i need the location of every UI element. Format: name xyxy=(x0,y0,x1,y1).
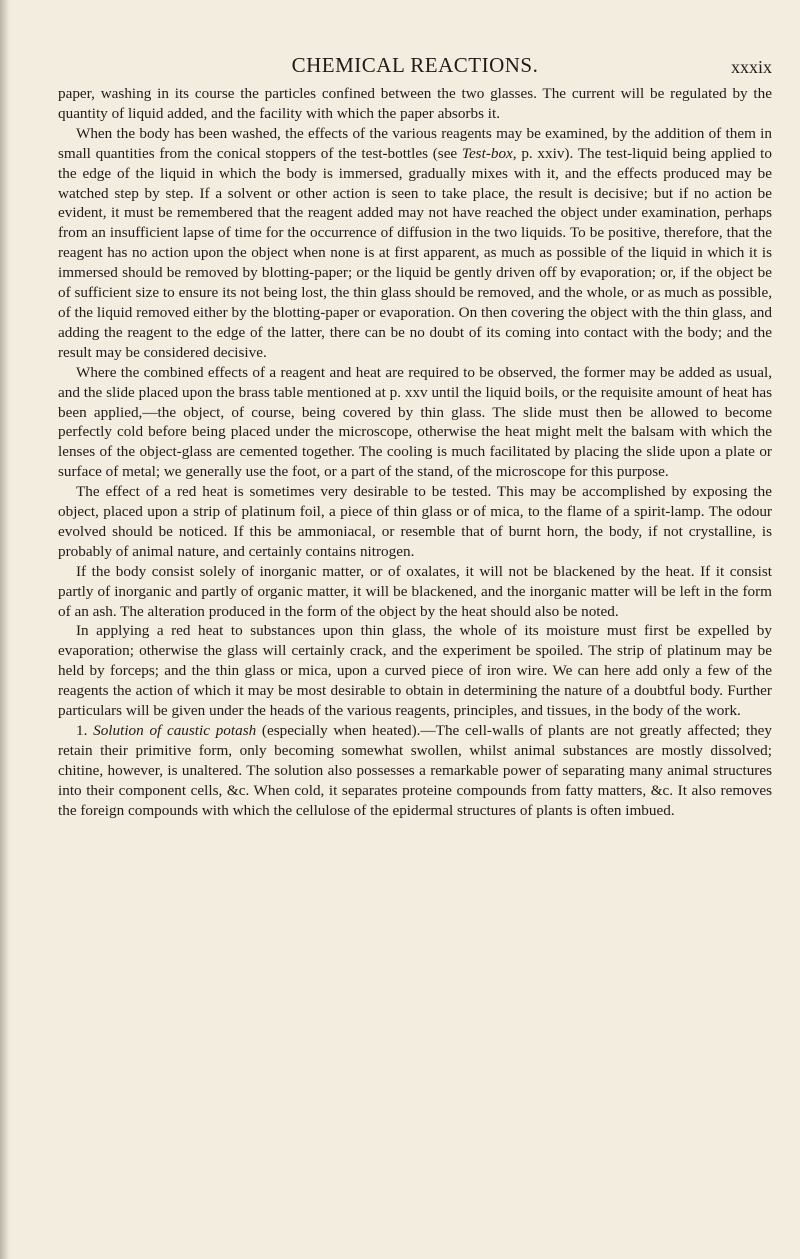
paragraph xyxy=(58,124,772,363)
paragraph-text: When the body has been washed, the effects of the various reagents may be examined, by the addition of them in small quantities from the conical stoppers of the test-bottles (see xyxy=(58,124,772,162)
paragraph xyxy=(58,363,772,482)
paragraph xyxy=(58,482,772,562)
paragraph xyxy=(58,562,772,622)
paragraph-text: Where the combined effects of a reagent and heat are required to be observed, the former may be added as usual, and the slide placed upon the brass table mentioned at p. xxv until the liquid boils, or the requisite amount of heat has been applied,—the object, of course, being covered by thin glass. The slide must then be allowed to become perfectly cold before being placed under the microscope, otherwise the heat might melt the balsam with which the lenses of the object-glass are cemented together. The cooling is much facilitated by placing the slide upon a plate or surface of metal; we generally use the foot, or a part of the stand, of the microscope for this purpose. xyxy=(58,363,772,481)
paragraph xyxy=(58,721,772,821)
paragraph-text: paper, washing in its course the particles confined between the two glasses. The current will be regulated by the quantity of liquid added, and the facility with which the paper absorbs it. xyxy=(58,85,772,122)
paragraph-text: (especially when heated).—The cell-walls of plants are not greatly affected; they retain their primitive form, only becoming somewhat swollen, whilst animal substances are mostly dissolved; chitine, however, is unaltered. The solution also possesses a remarkable power of separating many animal structures into their component cells, &c. When cold, it separates proteine compounds from fatty matters, &c. It also removes the foreign compounds with which the cellulose of the epidermal structures of plants is often imbued. xyxy=(58,722,773,819)
paragraph-text: In applying a red heat to substances upon thin glass, the whole of its moisture must first be expelled by evaporation; otherwise the glass will certainly crack, and the experiment be spoiled. The strip of platinum may be held by forceps; and the thin glass or mica, upon a curved piece of iron wire. We can here add only a few of the reagents the action of which it may be most desirable to obtain in determining the nature of a doubtful body. Further particulars will be given under the heads of the various reagents, principles, and tissues, in the body of the work. xyxy=(58,622,772,720)
paragraph-text: The effect of a red heat is sometimes very desirable to be tested. This may be accomplished by exposing the object, placed upon a strip of platinum foil, a piece of thin glass or of mica, to the flame of a spirit-lamp. The odour evolved should be noticed. If this be ammoniacal, or resemble that of burnt horn, the body, if not crystalline, is probably of animal nature, and certainly contains nitrogen. xyxy=(58,483,772,560)
page-header xyxy=(58,52,772,78)
paragraph xyxy=(58,621,772,721)
page-binding-shadow xyxy=(0,0,10,1259)
paragraph xyxy=(58,84,772,124)
paragraph-text: If the body consist solely of inorganic matter, or of oxalates, it will not be blackened by the heat. If it consist partly of inorganic and partly of organic matter, it will be blackened, and the inorganic matter will be left in the form of an ash. The alteration produced in the form of the object by the heat should also be noted. xyxy=(58,562,772,620)
reagent-heading: Solution of caustic potash xyxy=(93,722,257,739)
body-text xyxy=(58,84,772,821)
italic-reference: Test-box, xyxy=(461,144,517,162)
page-number: xxxix xyxy=(730,57,772,77)
running-title: CHEMICAL REACTIONS. xyxy=(291,53,539,77)
item-number: 1. xyxy=(76,722,94,739)
paragraph-text: p. xxiv). The test-liquid being applied to the edge of the liquid in which the body is immersed, gradually mixes with it, and the effects produced may be watched step by step. If a solvent or other action is seen to take place, the result is decisive; but if no action be evident, it must be remembered that the reagent added may not have reached the object under examination, perhaps from an insufficient lapse of time for the occurrence of diffusion in the two liquids. To be positive, therefore, that the reagent has no action upon the object when none is at first apparent, as much as possible of the liquid in which it is immersed should be removed by blotting-paper; or the liquid be gently driven off by evaporation; or, if the object be of sufficient size to ensure its not being lost, the thin glass should be removed, and the whole, or as much as possible, of the liquid removed either by the blotting-paper or evaporation. On then covering the object with the thin glass, and adding the reagent to the edge of the latter, there can be no doubt of its coming into contact with the body; and the result may be considered decisive. xyxy=(58,144,772,361)
